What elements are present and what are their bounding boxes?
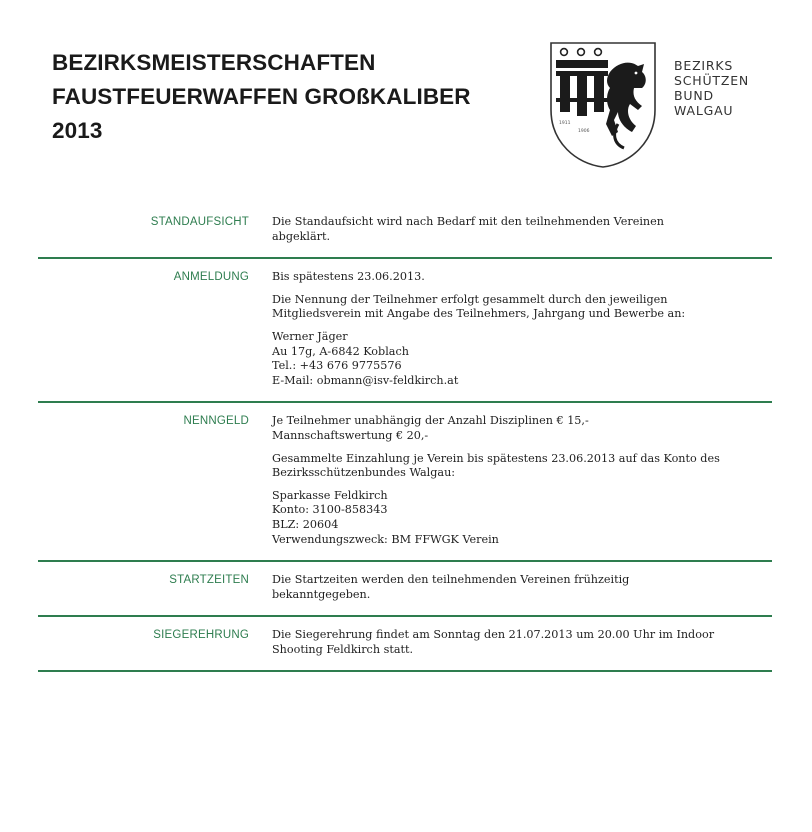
club-name bbox=[674, 58, 749, 118]
crest-year-right: 1906 bbox=[578, 129, 590, 134]
coat-of-arms-icon bbox=[548, 40, 658, 170]
section-label: NENNGELD bbox=[183, 415, 249, 428]
contact-address: Werner Jäger Au 17g, A-6842 Koblach Tel.: +43 676 9775576 E-Mail: obmann@isv-feldkirch.at bbox=[272, 329, 459, 387]
section-siegerehrung bbox=[38, 617, 772, 672]
section-paragraph: Die Startzeiten werden den teilnehmenden Vereinen frühzeitig bekanntgegeben. bbox=[272, 573, 630, 601]
section-paragraph: Je Teilnehmer unabhängig der Anzahl Disziplinen € 15,- Mannschaftswertung € 20,- bbox=[272, 414, 589, 442]
section-label: STARTZEITEN bbox=[169, 574, 249, 587]
bank-details: Sparkasse Feldkirch Konto: 3100-858343 BLZ: 20604 Verwendungszweck: BM FFWGK Verein bbox=[272, 488, 499, 546]
section-startzeiten bbox=[38, 562, 772, 617]
section-paragraph: Die Standaufsicht wird nach Bedarf mit den teilnehmenden Vereinen abgeklärt. bbox=[272, 215, 664, 243]
section-label: ANMELDUNG bbox=[173, 271, 249, 284]
section-paragraph: Die Siegerehrung findet am Sonntag den 21.07.2013 um 20.00 Uhr im Indoor Shooting Feldkirch statt. bbox=[272, 628, 715, 656]
section-content bbox=[272, 573, 772, 602]
section-content bbox=[272, 414, 772, 547]
crest-year-left: 1911 bbox=[559, 121, 571, 126]
section-paragraph: Bis spätestens 23.06.2013. bbox=[272, 270, 425, 284]
section-content bbox=[272, 215, 772, 244]
section-anmeldung bbox=[38, 259, 772, 403]
title-line-1: BEZIRKSMEISTERSCHAFTEN bbox=[52, 50, 376, 75]
title-line-2: FAUSTFEUERWAFFEN GROßKALIBER bbox=[52, 84, 471, 109]
section-content bbox=[272, 270, 772, 388]
info-sections bbox=[38, 204, 772, 672]
club-line-2: SCHÜTZEN bbox=[674, 73, 750, 88]
club-line-4: WALGAU bbox=[674, 103, 734, 118]
section-label: SIEGEREHRUNG bbox=[153, 629, 249, 642]
section-paragraph: Gesammelte Einzahlung je Verein bis spätestens 23.06.2013 auf das Konto des Bezirksschützenbundes Walgau: bbox=[272, 451, 720, 480]
section-nenngeld bbox=[38, 403, 772, 562]
section-paragraph: Die Nennung der Teilnehmer erfolgt gesammelt durch den jeweiligen Mitgliedsverein mit Angabe des Teilnehmers, Jahrgang und Bewerbe an: bbox=[272, 292, 686, 321]
club-line-3: BUND bbox=[674, 88, 714, 103]
section-content bbox=[272, 628, 772, 657]
club-line-1: BEZIRKS bbox=[674, 58, 734, 73]
section-standaufsicht bbox=[38, 204, 772, 259]
page-title bbox=[52, 46, 471, 148]
section-label: STANDAUFSICHT bbox=[150, 216, 249, 228]
title-line-3: 2013 bbox=[52, 118, 103, 143]
